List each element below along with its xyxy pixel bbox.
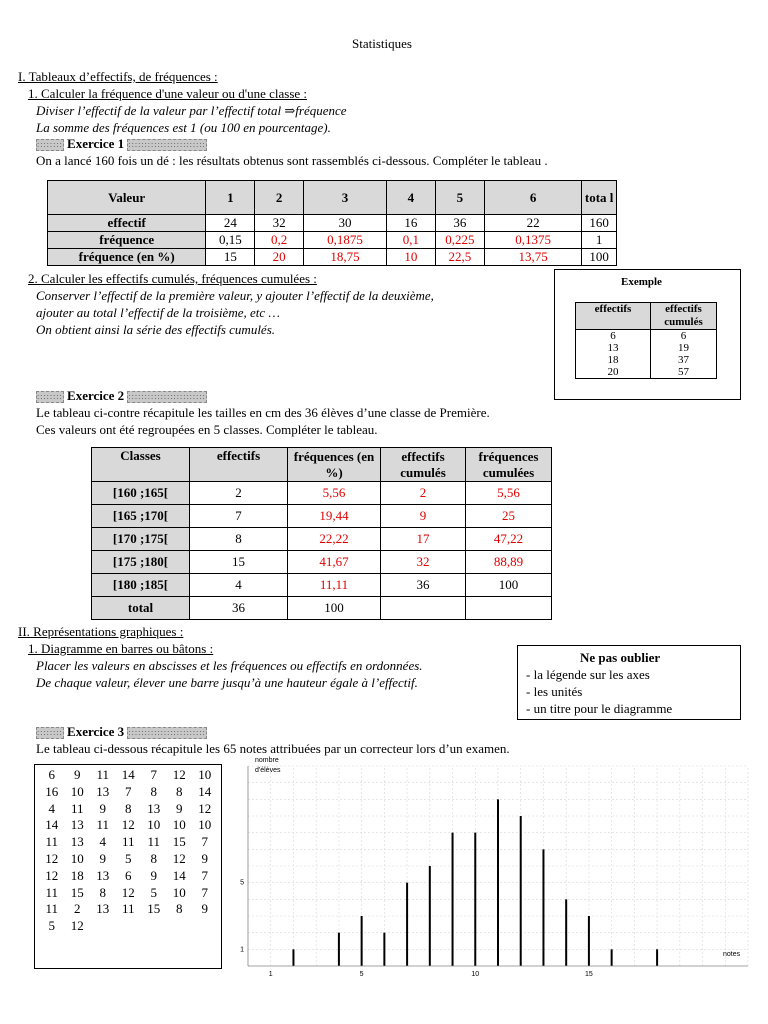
note-value: 15 — [172, 834, 186, 850]
class-label: [170 ;175[ — [92, 528, 190, 551]
exercise-2-label — [36, 388, 207, 404]
note-value: 5 — [48, 918, 55, 934]
note-value: 10 — [172, 817, 186, 833]
answer-cell: 25 — [466, 505, 552, 528]
note-value: 8 — [125, 800, 132, 816]
answer-cell: 22,5 — [435, 249, 484, 266]
note-value: 10 — [70, 783, 84, 799]
section-2-rule2: De chaque valeur, élever une barre jusqu’à une hauteur égale à l’effectif. — [36, 675, 418, 690]
section-1-sub2: 2. Calculer les effectifs cumulés, fréquences cumulées : — [28, 271, 317, 286]
section-1-sub2-rule2: ajouter au total l’effectif de la troisième, etc … — [36, 305, 280, 320]
reminder-item: - un titre pour le diagramme — [526, 701, 673, 716]
note-value: 18 — [70, 867, 84, 883]
y-tick-label: 1 — [240, 946, 244, 954]
note-value: 10 — [198, 817, 212, 833]
answer-cell: 10 — [387, 249, 436, 266]
note-value: 11 — [147, 834, 161, 850]
row-label: fréquence — [48, 232, 206, 249]
note-value: 7 — [201, 834, 208, 850]
class-label: [175 ;180[ — [92, 551, 190, 574]
note-value: 5 — [125, 851, 132, 866]
page-title: Statistiques — [352, 36, 412, 51]
cell: 15 — [206, 249, 255, 266]
note-value: 13 — [96, 901, 110, 917]
note-value: 8 — [99, 884, 106, 900]
row-label: effectif — [48, 215, 206, 232]
dotted-fill: :::::::: — [37, 392, 63, 402]
note-value: 14 — [45, 817, 59, 833]
answer-cell: 32 — [381, 551, 466, 574]
exercise-1-title: Exercice 1 — [67, 136, 125, 151]
exercise-1-text: On a lancé 160 fois un dé : les résultats obtenus sont rassemblés ci-dessous. Compléter le tableau . — [36, 153, 548, 168]
section-1-sub2-rule1: Conserver l’effectif de la première valeur, y ajouter l’effectif de la deuxième, — [36, 288, 434, 303]
reminder-item: - la légende sur les axes — [526, 667, 650, 682]
reminder-box — [517, 645, 741, 720]
cell — [381, 597, 466, 620]
note-value: 11 — [45, 901, 59, 917]
note-value: 5 — [150, 884, 157, 900]
answer-cell: 47,22 — [466, 528, 552, 551]
answer-cell: 2 — [381, 482, 466, 505]
note-value: 10 — [198, 767, 212, 782]
cell: 30 — [304, 215, 387, 232]
class-label: [160 ;165[ — [92, 482, 190, 505]
note-value: 12 — [121, 817, 135, 833]
note-value: 12 — [70, 918, 84, 934]
cell: 2 — [190, 482, 288, 505]
note-value: 8 — [176, 783, 183, 799]
note-value: 15 — [147, 901, 161, 917]
x-tick-label: 1 — [268, 971, 273, 978]
example-col — [651, 330, 717, 379]
example-header: effectifs — [576, 303, 651, 330]
header-cell: effectifs — [190, 448, 288, 482]
note-value: 7 — [150, 767, 157, 782]
dotted-fill: :::::::::::::::::::::::: — [128, 392, 206, 402]
dotted-fill: :::::::: — [37, 728, 63, 738]
total-label: total — [92, 597, 190, 620]
note-value: 8 — [150, 851, 157, 866]
note-value: 9 — [201, 851, 208, 866]
answer-cell: 17 — [381, 528, 466, 551]
example-box — [554, 269, 741, 400]
note-value: 8 — [176, 901, 183, 917]
exercise-2-text2: Ces valeurs ont été regroupées en 5 classes. Compléter le tableau. — [36, 422, 378, 437]
answer-cell: 0,1375 — [485, 232, 582, 249]
note-value: 13 — [70, 817, 84, 833]
note-value: 14 — [172, 867, 186, 883]
answer-cell: 0,1875 — [304, 232, 387, 249]
y-tick-label: 5 — [240, 879, 244, 887]
note-value: 14 — [198, 783, 212, 799]
x-axis-label: notes — [723, 951, 741, 958]
note-value: 12 — [45, 851, 59, 866]
class-label: [180 ;185[ — [92, 574, 190, 597]
note-value: 4 — [48, 800, 55, 816]
cell: 36 — [381, 574, 466, 597]
answer-cell: 0,2 — [255, 232, 304, 249]
answer-cell: 41,67 — [288, 551, 381, 574]
answer-cell: 5,56 — [466, 482, 552, 505]
note-value: 9 — [150, 867, 157, 883]
note-value: 13 — [70, 834, 84, 850]
cell: 8 — [190, 528, 288, 551]
note-value: 13 — [96, 783, 110, 799]
exercise-2-title: Exercice 2 — [67, 388, 125, 403]
note-value: 7 — [201, 884, 208, 900]
example-title: Exemple — [621, 276, 662, 288]
header-cell: 3 — [304, 181, 387, 215]
cell: 100 — [288, 597, 381, 620]
exercise-2-text1: Le tableau ci-contre récapitule les tailles en cm des 36 élèves d’une classe de Première. — [36, 405, 490, 420]
section-1-rule1: Diviser l’effectif de la valeur par l’effectif total ⇒fréquence — [36, 103, 347, 118]
cell: 24 — [206, 215, 255, 232]
example-col — [576, 330, 651, 379]
header-cell: 6 — [485, 181, 582, 215]
exercise-1-table — [47, 180, 617, 266]
exercise-3-title: Exercice 3 — [67, 724, 125, 739]
note-value: 11 — [121, 834, 135, 850]
note-value: 10 — [172, 884, 186, 900]
cell: 100 — [466, 574, 552, 597]
reminder-item: - les unités — [526, 684, 583, 699]
note-value: 12 — [198, 800, 212, 816]
bar-chart — [235, 754, 755, 989]
example-value: 19 — [678, 342, 689, 354]
note-value: 14 — [121, 767, 135, 782]
header-cell: 2 — [255, 181, 304, 215]
header-cell: fréquences (en %) — [288, 448, 381, 482]
answer-cell: 88,89 — [466, 551, 552, 574]
answer-cell: 20 — [255, 249, 304, 266]
header-cell: Valeur — [48, 181, 206, 215]
header-cell: 4 — [387, 181, 436, 215]
section-2-rule1: Placer les valeurs en abscisses et les fréquences ou effectifs en ordonnées. — [36, 658, 423, 673]
x-tick-label: 10 — [471, 971, 480, 978]
note-value: 10 — [70, 851, 84, 866]
cell: 0,15 — [206, 232, 255, 249]
answer-cell: 0,1 — [387, 232, 436, 249]
answer-cell: 19,44 — [288, 505, 381, 528]
section-1-rule2: La somme des fréquences est 1 (ou 100 en pourcentage). — [36, 120, 331, 135]
section-2-sub1: 1. Diagramme en barres ou bâtons : — [28, 641, 214, 656]
note-value: 6 — [125, 867, 132, 883]
note-value: 9 — [176, 800, 183, 816]
note-value: 12 — [45, 867, 59, 883]
dotted-fill: :::::::::::::::::::::::: — [128, 140, 206, 150]
cell: 16 — [387, 215, 436, 232]
exercise-2-table — [91, 447, 552, 620]
cell: 160 — [582, 215, 617, 232]
exercise-1-label — [36, 136, 207, 152]
cell: 4 — [190, 574, 288, 597]
answer-cell: 18,75 — [304, 249, 387, 266]
answer-cell: 13,75 — [485, 249, 582, 266]
answer-cell: 0,225 — [435, 232, 484, 249]
example-value: 57 — [678, 366, 689, 378]
reminder-title: Ne pas oublier — [580, 650, 661, 665]
example-table — [575, 302, 717, 379]
note-value: 12 — [172, 767, 186, 782]
note-value: 9 — [99, 851, 106, 866]
note-value: 13 — [96, 867, 110, 883]
example-value: 13 — [607, 342, 619, 354]
note-value: 9 — [74, 767, 81, 782]
answer-cell: 5,56 — [288, 482, 381, 505]
note-value: 11 — [45, 834, 59, 850]
section-1-sub1: 1. Calculer la fréquence d'une valeur ou d'une classe : — [28, 86, 308, 101]
cell: 1 — [582, 232, 617, 249]
note-value: 8 — [150, 783, 157, 799]
cell: 7 — [190, 505, 288, 528]
note-value: 9 — [201, 901, 208, 917]
note-value: 6 — [48, 767, 55, 782]
row-label: fréquence (en %) — [48, 249, 206, 266]
note-value: 11 — [96, 767, 110, 782]
answer-cell: 11,11 — [288, 574, 381, 597]
x-tick-label: 15 — [585, 971, 593, 978]
header-cell: tota l — [582, 181, 617, 215]
header-cell: effectifs cumulés — [381, 448, 466, 482]
note-value: 7 — [125, 783, 132, 799]
cell: 100 — [582, 249, 617, 266]
cell: 22 — [485, 215, 582, 232]
class-label: [165 ;170[ — [92, 505, 190, 528]
note-value: 12 — [172, 851, 186, 866]
y-axis-label: d'élèves — [255, 767, 281, 774]
example-value: 20 — [607, 366, 619, 378]
cell: 36 — [190, 597, 288, 620]
note-value: 7 — [201, 867, 208, 883]
section-1-heading: I. Tableaux d’effectifs, de fréquences : — [18, 69, 218, 84]
header-cell: 5 — [435, 181, 484, 215]
note-value: 16 — [45, 783, 59, 799]
notes-box — [34, 764, 222, 969]
note-value: 11 — [96, 817, 110, 833]
exercise-3-text: Le tableau ci-dessous récapitule les 65 notes attribuées par un correcteur lors d’un examen. — [36, 741, 510, 756]
example-value: 18 — [607, 354, 619, 366]
section-1-sub2-rule3: On obtient ainsi la série des effectifs cumulés. — [36, 322, 276, 337]
answer-cell: 9 — [381, 505, 466, 528]
example-header: effectifs cumulés — [651, 303, 717, 330]
dotted-fill: :::::::::::::::::::::::: — [128, 728, 206, 738]
note-value: 11 — [70, 800, 84, 816]
cell: 15 — [190, 551, 288, 574]
example-value: 6 — [680, 330, 687, 342]
header-cell: Classes — [92, 448, 190, 482]
example-value: 37 — [678, 354, 689, 366]
header-cell: fréquences cumulées — [466, 448, 552, 482]
note-value: 10 — [147, 817, 161, 833]
note-value: 9 — [99, 800, 106, 816]
note-value: 15 — [70, 884, 84, 900]
cell — [466, 597, 552, 620]
cell: 32 — [255, 215, 304, 232]
note-value: 2 — [74, 901, 81, 917]
note-value: 13 — [147, 800, 161, 816]
answer-cell: 22,22 — [288, 528, 381, 551]
header-cell: 1 — [206, 181, 255, 215]
note-value: 11 — [121, 901, 135, 917]
note-value: 12 — [121, 884, 135, 900]
dotted-fill: :::::::: — [37, 140, 63, 150]
example-value: 6 — [610, 330, 616, 342]
note-value: 4 — [99, 834, 106, 850]
x-tick-label: 5 — [359, 971, 364, 978]
exercise-3-label — [36, 724, 207, 740]
section-2-heading: II. Représentations graphiques : — [18, 624, 184, 639]
cell: 36 — [435, 215, 484, 232]
note-value: 11 — [45, 884, 59, 900]
y-axis-label: nombre — [255, 757, 279, 764]
